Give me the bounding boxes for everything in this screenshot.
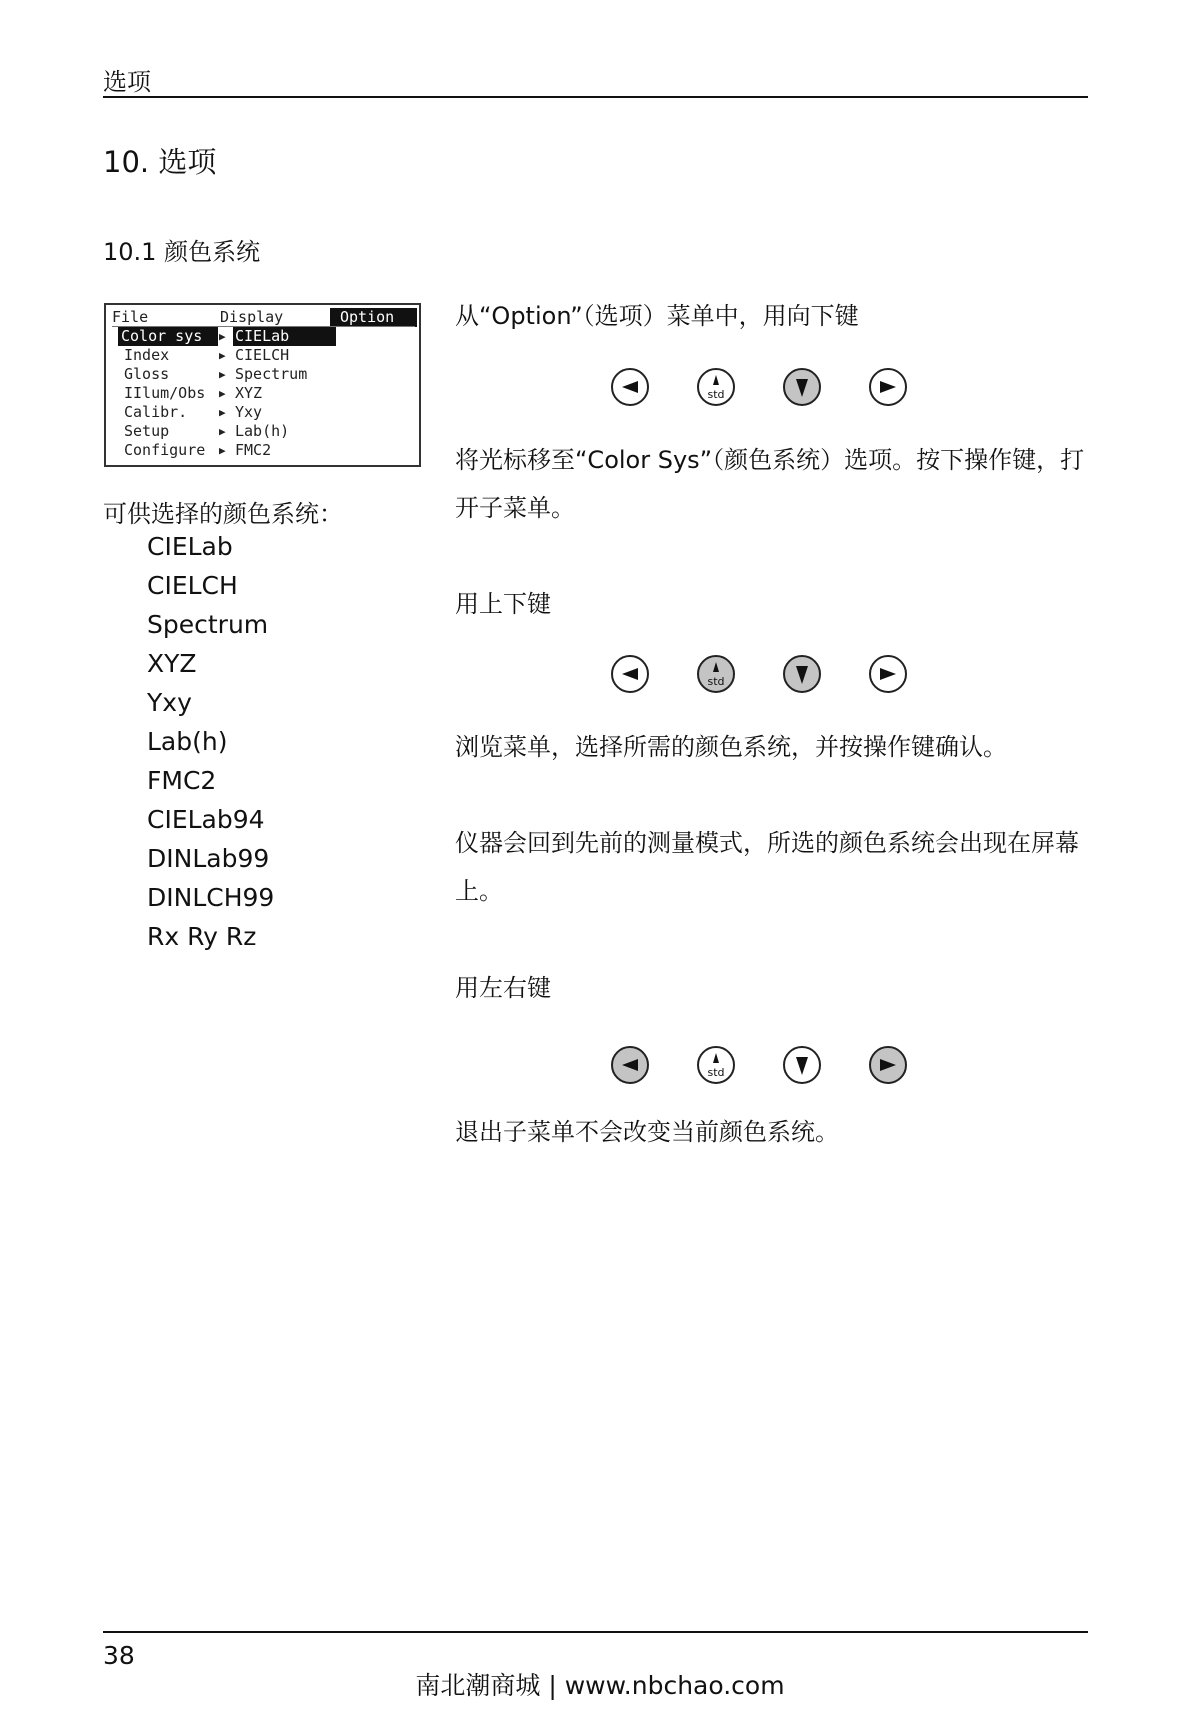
- list-item: CIELCH: [147, 571, 238, 600]
- instruction-paragraph: 用上下键: [455, 590, 551, 618]
- std-up-key-icon: [697, 368, 735, 406]
- key-row-down: [611, 368, 911, 412]
- color-systems-label: 可供选择的颜色系统：: [103, 500, 343, 528]
- lcd-sub-xyz: XYZ: [235, 384, 263, 402]
- std-up-key-icon: [697, 1046, 735, 1084]
- lcd-item-gloss: Gloss: [124, 365, 170, 383]
- std-key-label: std: [707, 388, 725, 401]
- lcd-sub-fmc2: FMC2: [235, 441, 272, 459]
- list-item: DINLCH99: [147, 883, 275, 912]
- instruction-paragraph: 从“Option”（选项）菜单中，用向下键: [455, 302, 859, 330]
- lcd-arrow-icon: ▶: [219, 368, 226, 381]
- lcd-tab-option: Option: [330, 308, 417, 327]
- lcd-arrow-icon: ▶: [219, 349, 226, 362]
- list-item: XYZ: [147, 649, 197, 678]
- lcd-item-illum-obs: IIlum/Obs: [124, 384, 206, 402]
- list-item: DINLab99: [147, 844, 270, 873]
- list-item: CIELab: [147, 532, 233, 561]
- lcd-item-index: Index: [124, 346, 170, 364]
- chapter-title: 10. 选项: [103, 145, 217, 179]
- lcd-menu-screen: [104, 303, 421, 467]
- lcd-item-setup: Setup: [124, 422, 170, 440]
- right-arrow-key-icon: [869, 655, 907, 693]
- header-divider: [103, 96, 1088, 98]
- color-systems-list: [147, 532, 274, 961]
- instruction-paragraph: 退出子菜单不会改变当前颜色系统。: [455, 1118, 839, 1146]
- left-arrow-key-icon: [611, 1046, 649, 1084]
- lcd-sub-cielab: CIELab: [233, 327, 336, 346]
- down-arrow-key-icon: [783, 655, 821, 693]
- list-item: CIELab94: [147, 805, 265, 834]
- lcd-arrow-icon: ▶: [219, 425, 226, 438]
- left-arrow-key-icon: [611, 368, 649, 406]
- lcd-arrow-icon: ▶: [219, 444, 226, 457]
- down-arrow-key-icon: [783, 1046, 821, 1084]
- footer-site-link[interactable]: 南北潮商城 | www.nbchao.com: [415, 1671, 785, 1700]
- down-arrow-key-icon: [783, 368, 821, 406]
- instruction-paragraph: 浏览菜单，选择所需的颜色系统，并按操作键确认。: [455, 733, 1007, 761]
- lcd-tab-display: Display: [220, 308, 284, 326]
- running-header: 选项: [103, 68, 151, 96]
- list-item: Spectrum: [147, 610, 269, 639]
- list-item: Rx Ry Rz: [147, 922, 257, 951]
- instruction-paragraph: 用左右键: [455, 974, 551, 1002]
- lcd-item-calibr: Calibr.: [124, 403, 188, 421]
- key-row-leftright: [611, 1046, 911, 1090]
- lcd-item-configure: Configure: [124, 441, 206, 459]
- lcd-arrow-icon: ▶: [219, 330, 226, 343]
- std-key-label: std: [707, 1066, 725, 1079]
- lcd-sub-lab-h: Lab(h): [235, 422, 290, 440]
- std-up-key-icon: [697, 655, 735, 693]
- page-number: 38: [103, 1641, 135, 1670]
- list-item: Lab(h): [147, 727, 228, 756]
- key-row-updown: [611, 655, 911, 699]
- right-arrow-key-icon: [869, 1046, 907, 1084]
- section-title: 10.1 颜色系统: [103, 238, 261, 266]
- lcd-arrow-icon: ▶: [219, 406, 226, 419]
- lcd-item-color-sys: Color sys: [118, 327, 218, 346]
- instruction-paragraph: 将光标移至“Color Sys”（颜色系统）选项。按下操作键，打开子菜单。: [455, 446, 1085, 522]
- list-item: FMC2: [147, 766, 217, 795]
- lcd-sub-spectrum: Spectrum: [235, 365, 308, 383]
- footer-divider: [103, 1631, 1088, 1633]
- lcd-tab-file: File: [112, 308, 149, 326]
- std-key-label: std: [707, 675, 725, 688]
- lcd-arrow-icon: ▶: [219, 387, 226, 400]
- lcd-sub-yxy: Yxy: [235, 403, 263, 421]
- instruction-paragraph: 仪器会回到先前的测量模式，所选的颜色系统会出现在屏幕上。: [455, 829, 1079, 905]
- list-item: Yxy: [147, 688, 192, 717]
- right-arrow-key-icon: [869, 368, 907, 406]
- left-arrow-key-icon: [611, 655, 649, 693]
- lcd-sub-cielch: CIELCH: [235, 346, 290, 364]
